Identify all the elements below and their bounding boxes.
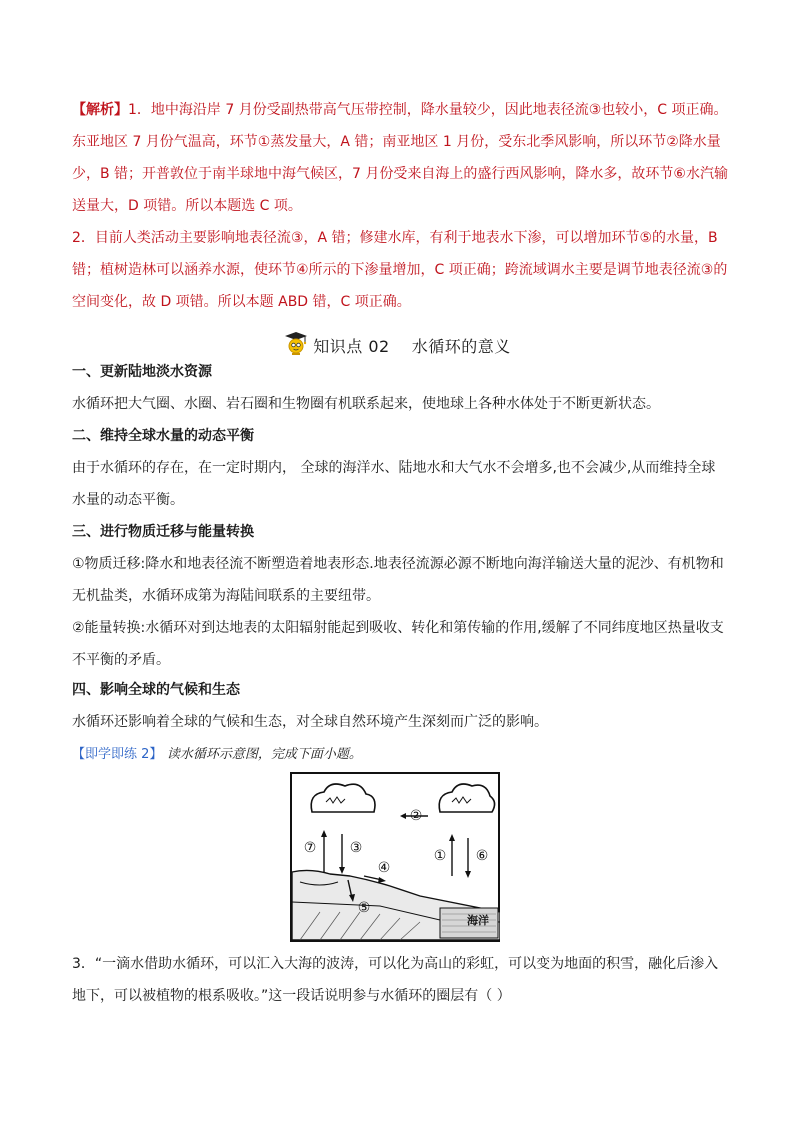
question-line-1: 3．“一滴水借助水循环，可以汇入大海的波涛，可以化为高山的彩虹，可以变为地面的积雪，融化后渗入: [72, 956, 719, 972]
point-3-body-4: 不平衡的矛盾。: [72, 652, 170, 668]
point-3-body-1: ①物质迁移:降水和地表径流不断塑造着地表形态.地表径流源必源不断地向海洋输送大量的泥沙、有机物和: [72, 556, 724, 572]
analysis-line-1: 【解析】1．地中海沿岸 7 月份受副热带高气压带控制，降水量较少，因此地表径流③也较小，C 项正确。: [72, 102, 728, 118]
ocean-label: 海洋: [467, 915, 489, 927]
label-7: ⑦: [303, 840, 317, 856]
point-2-body-2: 水量的动态平衡。: [72, 492, 184, 508]
label-5: ⑤: [357, 900, 371, 916]
label-3: ③: [349, 840, 363, 856]
analysis-line-4: 送量大，D 项错。所以本题选 C 项。: [72, 198, 302, 214]
question-line-2: 地下，可以被植物的根系吸收。”这一段话说明参与水循环的圈层有（ ）: [72, 988, 511, 1004]
analysis-line-5: 2．目前人类活动主要影响地表径流③，A 错；修建水库，有利于地表水下渗，可以增加环节⑤的水量，B: [72, 230, 718, 246]
point-4-heading: 四、影响全球的气候和生态: [72, 682, 240, 698]
section-title: 水循环的意义: [411, 336, 511, 356]
drill-instruction: 读水循环示意图，完成下面小题。: [166, 747, 362, 762]
label-2: ②: [409, 808, 423, 824]
label-6: ⑥: [475, 848, 489, 864]
water-cycle-diagram: [290, 772, 500, 942]
scholar-mascot-icon: [283, 330, 309, 363]
analysis-line-2: 东亚地区 7 月份气温高，环节①蒸发量大，A 错；南亚地区 1 月份，受东北季风影响，所以环节②降水量: [72, 134, 721, 150]
analysis-line-3: 少，B 错；开普敦位于南半球地中海气候区，7 月份受来自海上的盛行西风影响，降水多，故环节⑥水汽输: [72, 166, 728, 182]
point-4-body-1: 水循环还影响着全球的气候和生态，对全球自然环境产生深刻而广泛的影响。: [72, 714, 548, 730]
point-1-body-1: 水循环把大气圈、水圈、岩石圈和生物圈有机联系起来，使地球上各种水体处于不断更新状态。: [72, 396, 660, 412]
point-3-heading: 三、进行物质迁移与能量转换: [72, 524, 254, 540]
point-2-body-1: 由于水循环的存在，在一定时期内， 全球的海洋水、陆地水和大气水不会增多,也不会减少,从而维持全球: [72, 460, 716, 476]
section-heading: [0, 330, 794, 363]
analysis-line-7: 空间变化，故 D 项错。所以本题 ABD 错，C 项正确。: [72, 294, 411, 310]
label-1: ①: [433, 848, 447, 864]
drill-line: [72, 744, 362, 765]
point-3-body-3: ②能量转换:水循环对到达地表的太阳辐射能起到吸收、转化和第传输的作用,缓解了不同纬度地区热量收支: [72, 620, 724, 636]
point-1-heading: 一、更新陆地淡水资源: [72, 364, 212, 380]
label-4: ④: [377, 860, 391, 876]
drill-tag: 【即学即练 2】: [72, 747, 163, 762]
point-3-body-2: 无机盐类，水循环成第为海陆间联系的主要纽带。: [72, 588, 380, 604]
analysis-tag: 【解析】: [72, 102, 128, 118]
section-label: 知识点 02: [313, 336, 390, 356]
point-2-heading: 二、维持全球水量的动态平衡: [72, 428, 254, 444]
analysis-line-6: 错；植树造林可以涵养水源，使环节④所示的下渗量增加，C 项正确；跨流域调水主要是调节地表径流③的: [72, 262, 728, 278]
